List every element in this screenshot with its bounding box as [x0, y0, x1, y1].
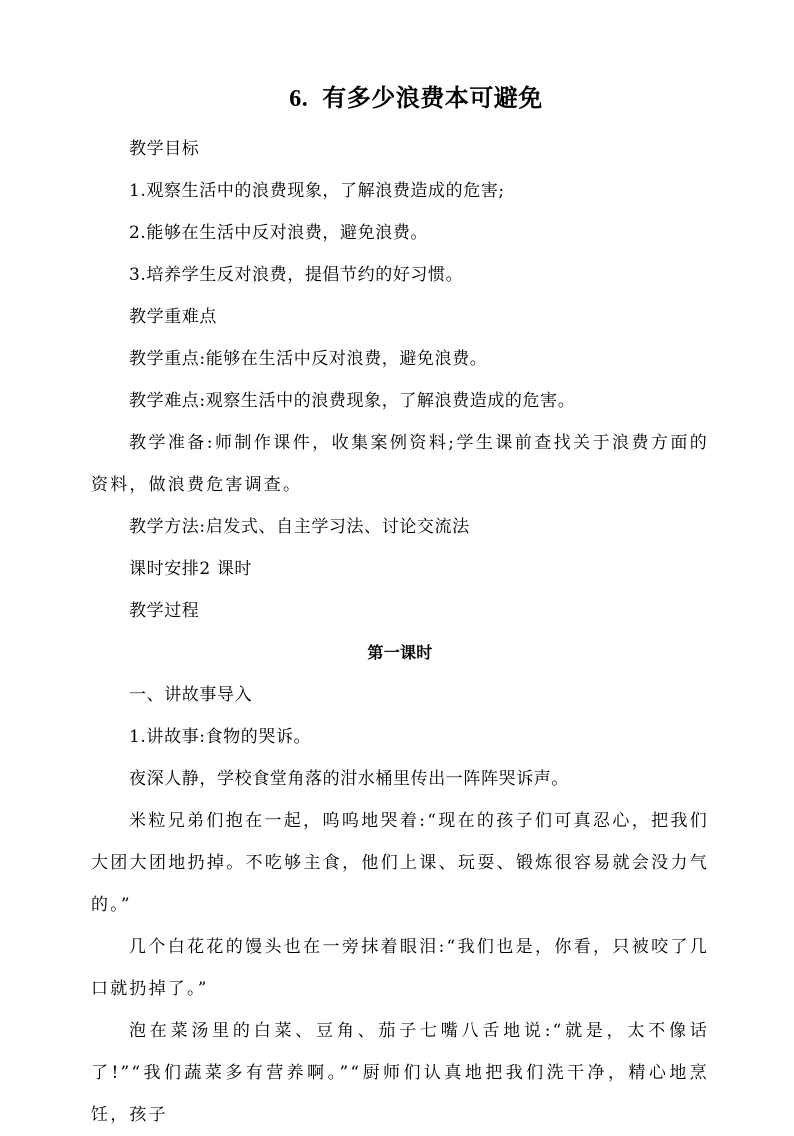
story-paragraph-4: 泡在菜汤里的白菜、豆角、茄子七嘴八舌地说:“就是，太不像话了!”“我们蔬菜多有营养啊。”“厨师们认真地把我们洗干净，精心地烹饪，孩子	[91, 1021, 709, 1125]
teaching-methods-text: 教学方法:启发式、自主学习法、讨论交流法	[129, 517, 470, 537]
teaching-preparation-text: 教学准备:师制作课件，收集案例资料;学生课前查找关于浪费方面的资料，做浪费危害调查。	[91, 433, 709, 495]
document-body	[91, 128, 709, 1136]
story-paragraph-3: 几个白花花的馒头也在一旁抹着眼泪:“我们也是，你看，只被咬了几口就扔掉了。”	[91, 937, 709, 999]
document-title	[0, 82, 794, 115]
goal-item-1: 1.观察生活中的浪费现象，了解浪费造成的危害;	[129, 181, 505, 201]
goal-item-2: 2.能够在生活中反对浪费，避免浪费。	[129, 223, 429, 243]
difficult-point-text: 教学难点:观察生活中的浪费现象，了解浪费造成的危害。	[129, 391, 576, 411]
story-paragraph-1: 夜深人静，学校食堂角落的泔水桶里传出一阵阵哭诉声。	[129, 769, 569, 789]
lesson-heading-first: 第一课时	[367, 643, 433, 662]
section-heading-teaching-process: 教学过程	[129, 601, 200, 621]
class-schedule-text: 课时安排2 课时	[129, 559, 253, 579]
story-paragraph-2: 米粒兄弟们抱在一起，呜呜地哭着:“现在的孩子们可真忍心，把我们大团大团地扔掉。不吃够主食，他们上课、玩耍、锻炼很容易就会没力气的。”	[91, 811, 709, 915]
title-text: 有多少浪费本可避免	[322, 84, 543, 112]
title-number: 6.	[289, 86, 309, 112]
section-heading-teaching-goals: 教学目标	[129, 139, 200, 159]
story-title-text: 1.讲故事:食物的哭诉。	[129, 727, 312, 747]
section-heading-key-points: 教学重难点	[129, 307, 217, 327]
key-point-text: 教学重点:能够在生活中反对浪费，避免浪费。	[129, 349, 488, 369]
step-heading-story-intro: 一、讲故事导入	[129, 685, 253, 705]
goal-item-3: 3.培养学生反对浪费，提倡节约的好习惯。	[129, 265, 464, 285]
